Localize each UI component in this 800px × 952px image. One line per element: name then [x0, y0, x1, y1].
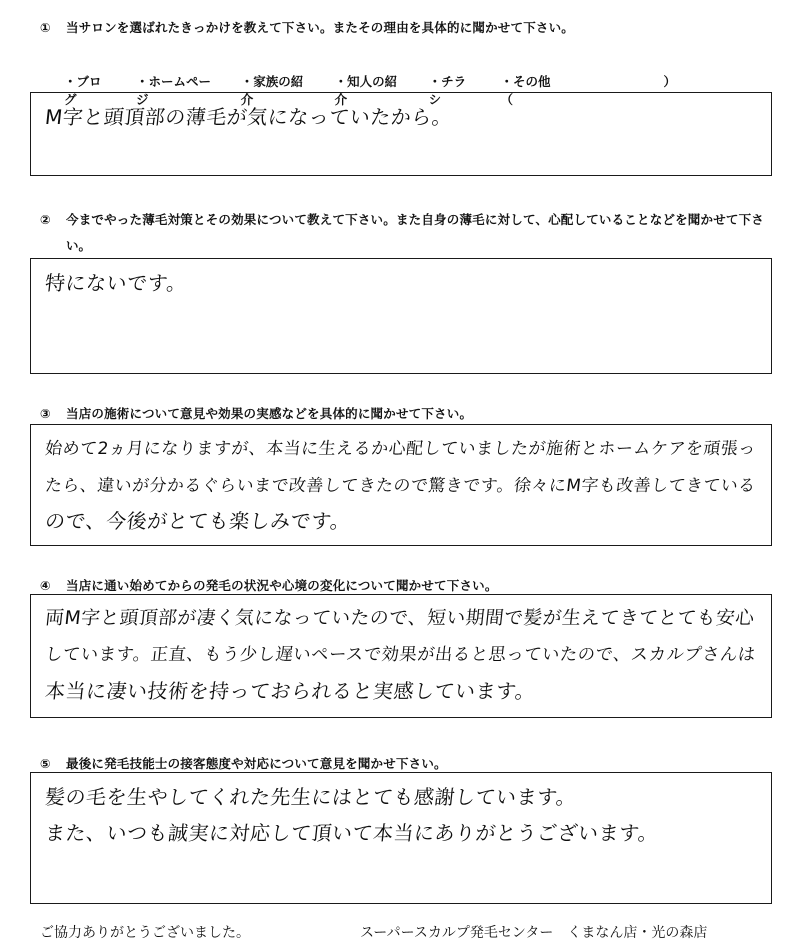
option-blog: ・ブログ [64, 74, 102, 107]
answer-line: ので、今後がとても楽しみです。 [43, 509, 352, 533]
question-2 [40, 210, 770, 228]
question-text: 今までやった薄毛対策とその効果について教えて下さい。また自身の薄毛に対して、心配していることなどを聞かせて下さ [66, 212, 765, 227]
question-text: 当店の施術について意見や効果の実感などを具体的に聞かせて下さい。 [66, 406, 473, 421]
answer-line: 特にないです。 [43, 271, 189, 295]
answer-line: また、いつも誠実に対応して頂いて本当にありがとうございます。 [43, 821, 660, 845]
option-acquaintance: ・知人の紹介 [334, 74, 398, 107]
option-homepage: ・ホームページ [135, 74, 211, 107]
answer-line: 髪の毛を生やしてくれた先生にはとても感謝しています。 [43, 785, 578, 809]
question-3 [40, 404, 770, 422]
question-number: ① [40, 20, 51, 35]
option-family: ・家族の紹介 [240, 74, 304, 107]
option-other: ・その他（ [500, 74, 551, 107]
answer-line: M字と頭頂部の薄毛が気になっていたから。 [43, 105, 454, 129]
question-text: 最後に発毛技能士の接客態度や対応について意見を聞かせ下さい。 [66, 756, 447, 771]
question-1 [40, 18, 770, 36]
question-number: ③ [40, 406, 51, 421]
question-5 [40, 754, 770, 772]
option-flyer: ・チラシ [428, 74, 467, 107]
answer-box-1 [30, 92, 772, 176]
answer-line: しています。正直、もう少し遅いペースで効果が出ると思っていたので、スカルプさんは [44, 645, 757, 665]
answer-line: たら、違いが分かるぐらいまで改善してきたので驚きです。徐々にM字も改善してきている [44, 475, 757, 495]
footer-center-name: スーパースカルプ発毛センター くまなん店・光の森店 [360, 925, 708, 941]
question-number: ② [40, 212, 51, 227]
answer-line: 始めて2ヵ月になりますが、本当に生えるか心配していましたが施術とホームケアを頑張っ [44, 439, 757, 459]
answer-box-2 [30, 258, 772, 374]
question-number: ⑤ [40, 756, 51, 771]
answer-box-3 [30, 424, 772, 546]
footer-thanks: ご協力ありがとうございました。 [40, 925, 250, 941]
answer-line: 本当に凄い技術を持っておられると実感しています。 [43, 679, 537, 703]
question-4 [40, 576, 770, 594]
option-other-close: ） [663, 74, 676, 89]
answer-box-5 [30, 772, 772, 904]
question-number: ④ [40, 578, 51, 593]
question-text: 当サロンを選ばれたきっかけを教えて下さい。またその理由を具体的に聞かせて下さい。 [66, 20, 575, 35]
question-text-continued: い。 [66, 238, 92, 253]
answer-box-4 [30, 594, 772, 718]
question-text: 当店に通い始めてからの発毛の状況や心境の変化について聞かせて下さい。 [66, 578, 498, 593]
answer-line: 両M字と頭頂部が凄く気になっていたので、短い期間で髪が生えてきてとても安心 [44, 608, 756, 629]
